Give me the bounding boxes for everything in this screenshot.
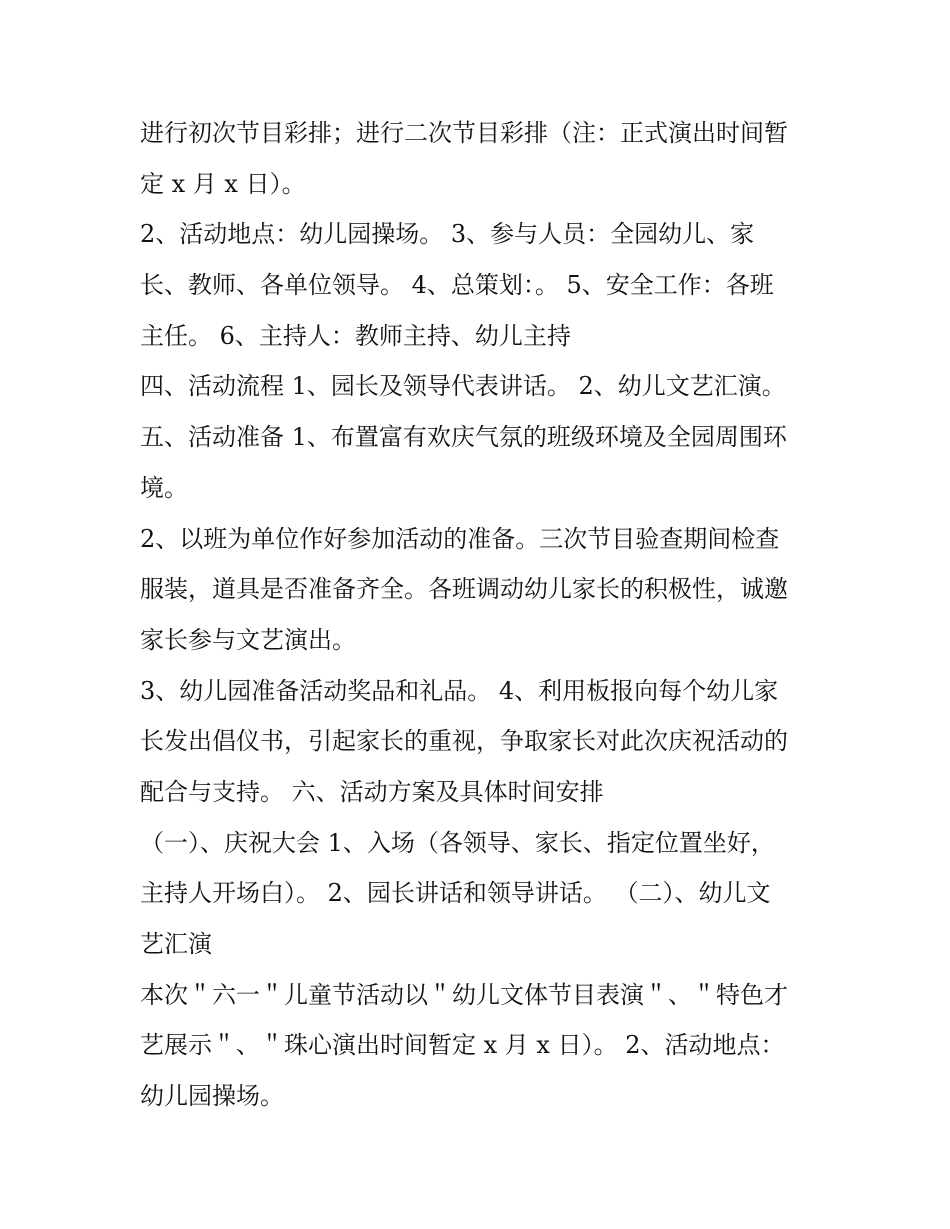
text-line-10: 服装，道具是否准备齐全。各班调动幼儿家长的积极性，诚邀 bbox=[140, 575, 788, 604]
text-line-2: 定 x 月 x 日）。 bbox=[140, 169, 306, 198]
text-line-13: 长发出倡仪书，引起家长的重视，争取家长对此次庆祝活动的 bbox=[140, 727, 788, 756]
text-line-17: 艺汇演 bbox=[140, 930, 212, 958]
text-line-18: 本次＂六一＂儿童节活动以＂幼儿文体节目表演＂、＂特色才 bbox=[140, 980, 788, 1009]
text-line-5: 主任。 6、主持人：教师主持、幼儿主持 bbox=[140, 321, 571, 350]
text-line-3: 2、活动地点：幼儿园操场。 3、参与人员：全园幼儿、家 bbox=[140, 220, 755, 249]
text-line-11: 家长参与文艺演出。 bbox=[140, 625, 356, 654]
document-body bbox=[140, 108, 830, 1122]
text-line-16: 主持人开场白）。 2、园长讲话和领导讲话。 （二）、幼儿文 bbox=[140, 879, 771, 908]
text-line-7: 五、活动准备 1、布置富有欢庆气氛的班级环境及全园周围环 bbox=[140, 423, 787, 452]
text-line-15: （一）、庆祝大会 1、入场（各领导、家长、指定位置坐好， bbox=[140, 828, 775, 857]
text-line-14: 配合与支持。 六、活动方案及具体时间安排 bbox=[140, 777, 604, 806]
text-line-12: 3、幼儿园准备活动奖品和礼品。 4、利用板报向每个幼儿家 bbox=[140, 676, 779, 705]
text-line-6: 四、活动流程 1、园长及领导代表讲话。 2、幼儿文艺汇演。 bbox=[140, 372, 786, 401]
text-line-1: 进行初次节目彩排；进行二次节目彩排（注：正式演出时间暂 bbox=[140, 119, 788, 147]
text-line-20: 幼儿园操场。 bbox=[140, 1082, 284, 1111]
text-line-19: 艺展示＂、＂珠心演出时间暂定 x 月 x 日）。 2、活动地点： bbox=[140, 1031, 785, 1060]
text-line-8: 境。 bbox=[140, 473, 188, 502]
text-line-9: 2、以班为单位作好参加活动的准备。三次节目验查期间检查 bbox=[140, 524, 780, 553]
text-line-4: 长、教师、各单位领导。 4、总策划：。 5、安全工作：各班 bbox=[140, 271, 774, 300]
